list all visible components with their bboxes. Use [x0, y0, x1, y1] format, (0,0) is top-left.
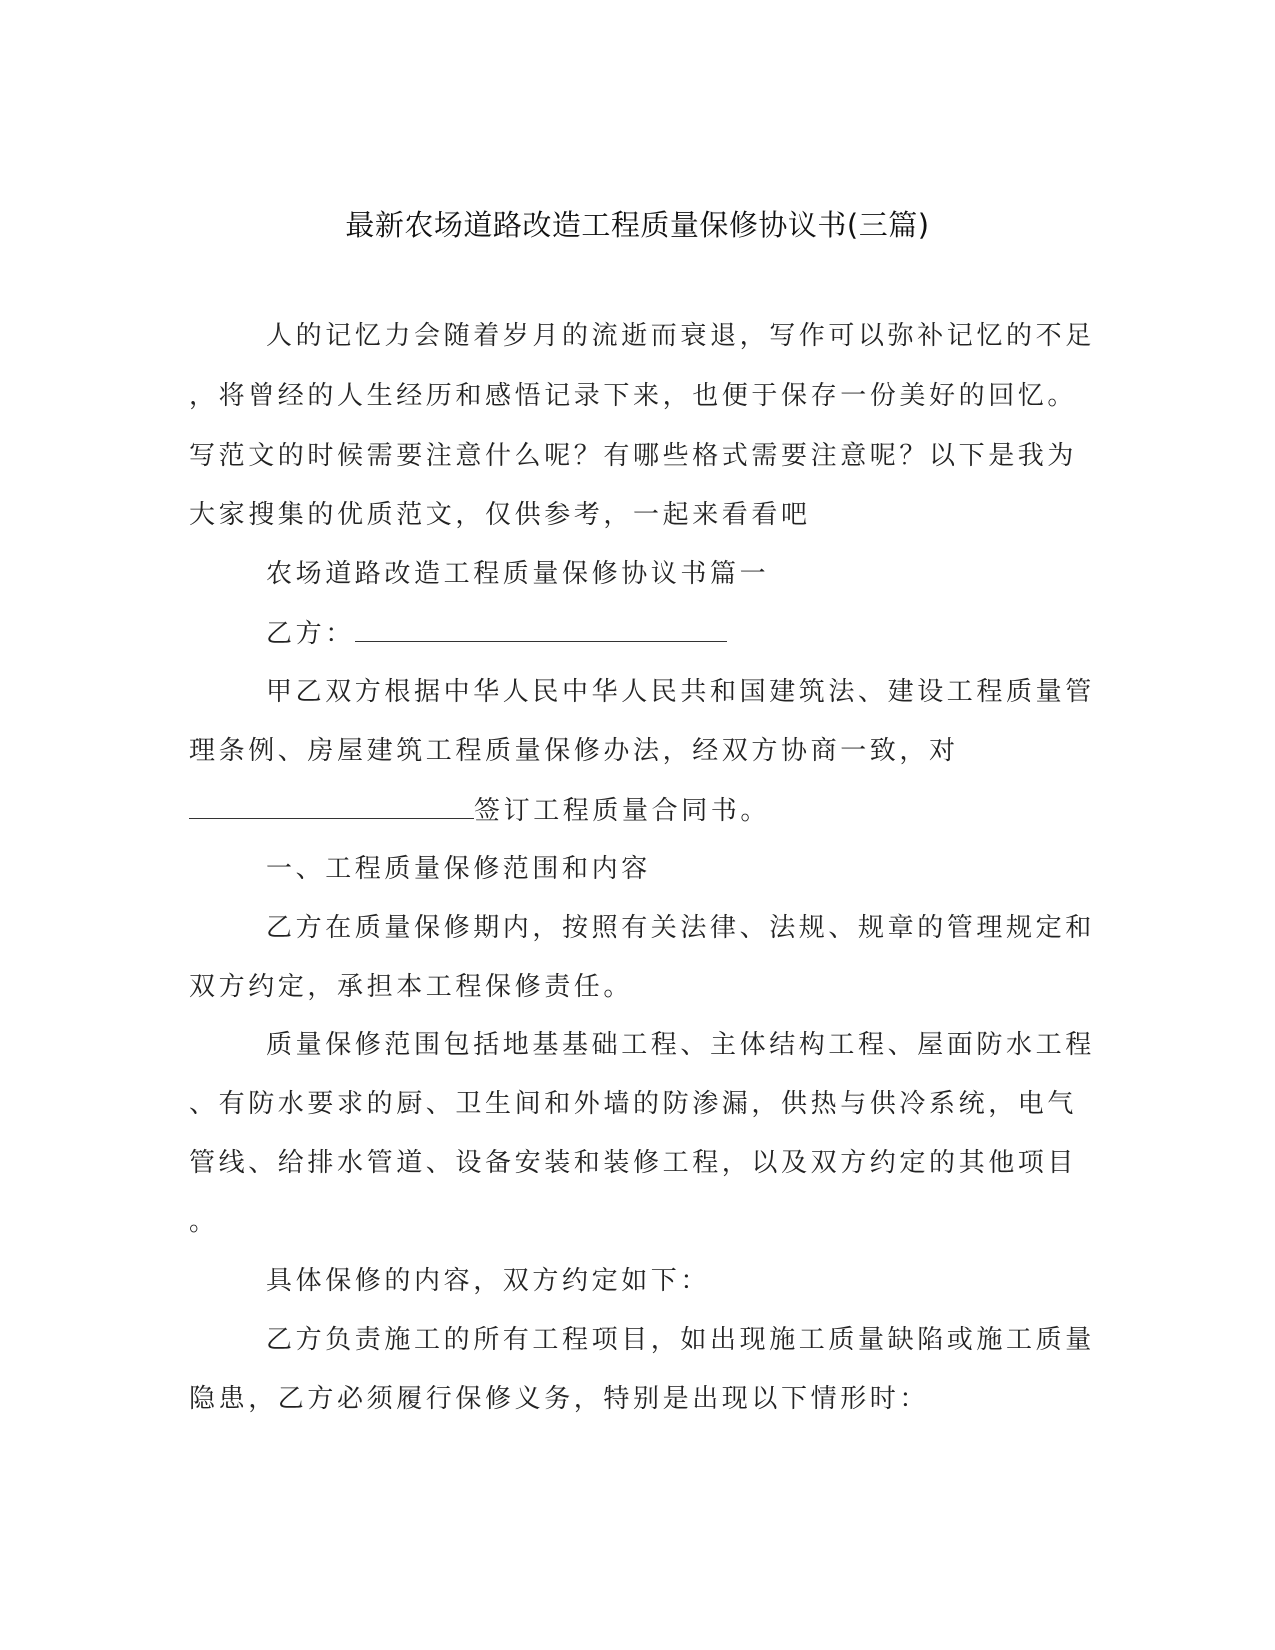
party-b-label: 乙方：	[266, 619, 355, 649]
project-name-blank	[189, 790, 474, 819]
party-b-line	[266, 613, 727, 654]
basis-line-1: 甲乙双方根据中华人民中华人民共和国建筑法、建设工程质量管	[266, 677, 1095, 707]
section-heading: 农场道路改造工程质量保修协议书篇一	[266, 559, 770, 589]
intro-line-4: 大家搜集的优质范文，仅供参考，一起来看看吧	[189, 500, 811, 530]
clause-one-p2-line-1: 质量保修范围包括地基基础工程、主体结构工程、屋面防水工程	[266, 1030, 1095, 1060]
clause-one-heading: 一、工程质量保修范围和内容	[266, 854, 651, 884]
clause-one-p4-line-1: 乙方负责施工的所有工程项目，如出现施工质量缺陷或施工质量	[266, 1325, 1095, 1355]
clause-one-p2-line-3: 管线、给排水管道、设备安装和装修工程，以及双方约定的其他项目	[189, 1148, 1078, 1178]
clause-one-p1-line-1: 乙方在质量保修期内，按照有关法律、法规、规章的管理规定和	[266, 913, 1095, 943]
intro-line-1: 人的记忆力会随着岁月的流逝而衰退，写作可以弥补记忆的不足	[266, 321, 1095, 351]
document-title: 最新农场道路改造工程质量保修协议书(三篇)	[345, 208, 930, 242]
clause-one-p4-line-2: 隐患，乙方必须履行保修义务，特别是出现以下情形时：	[189, 1384, 930, 1414]
clause-one-p1-line-2: 双方约定，承担本工程保修责任。	[189, 972, 634, 1002]
contract-line	[189, 790, 770, 831]
contract-suffix: 签订工程质量合同书。	[474, 796, 771, 826]
basis-line-2: 理条例、房屋建筑工程质量保修办法，经双方协商一致，对	[189, 736, 959, 766]
clause-one-p2-line-4: 。	[189, 1207, 219, 1237]
intro-line-3: 写范文的时候需要注意什么呢？有哪些格式需要注意呢？以下是我为	[189, 441, 1078, 471]
intro-line-2: ，将曾经的人生经历和感悟记录下来，也便于保存一份美好的回忆。	[189, 381, 1078, 411]
clause-one-p3: 具体保修的内容，双方约定如下：	[266, 1266, 711, 1296]
party-b-blank	[355, 613, 727, 642]
clause-one-p2-line-2: 、有防水要求的厨、卫生间和外墙的防渗漏，供热与供冷系统，电气	[189, 1089, 1078, 1119]
